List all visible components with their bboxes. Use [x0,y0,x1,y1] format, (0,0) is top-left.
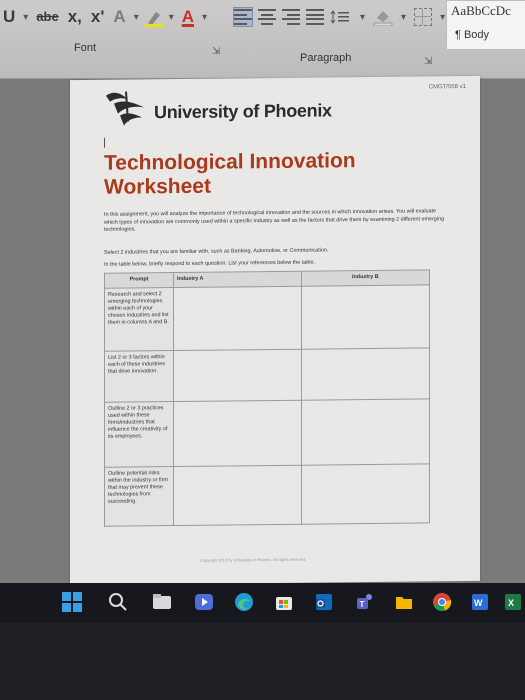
title-line-2: Worksheet [104,174,211,199]
justify-icon[interactable] [306,8,324,26]
ribbon [0,0,525,79]
row-prompt: Outline potential risks within the industry or firm that may prevent these technologies from succeeding. [105,467,174,527]
teams-icon[interactable] [354,592,374,612]
svg-text:W: W [474,598,483,608]
line-spacing-icon[interactable] [330,9,352,25]
worksheet-table [104,269,430,526]
excel-icon[interactable] [503,592,523,612]
copyright-footer: Copyright 2019 by University of Phoenix. All rights reserved. [200,556,307,563]
row-prompt: List 2 or 3 factors within each of these industries that drive innovation. [105,351,174,403]
paragraph-dialog-launcher-icon[interactable]: ⇲ [424,56,433,67]
strikethrough-button[interactable]: abe [36,9,59,24]
outlook-icon[interactable] [314,592,334,612]
svg-text:X: X [508,598,515,608]
svg-text:T: T [359,600,365,609]
document-page [70,76,480,585]
chevron-down-icon[interactable]: ▾ [360,11,366,23]
word-icon[interactable] [470,592,490,612]
file-manager-icon[interactable] [394,592,414,612]
style-sample: AaBbCcDc [451,3,511,18]
style-gallery-item[interactable] [446,0,525,50]
chevron-down-icon[interactable]: ▾ [440,11,446,23]
header-prompt: Prompt [105,273,174,289]
select-instruction: Select 2 industries that you are familiar with, such as Banking, Automotive, or Communication. [104,247,329,256]
document-code: CMGT/558 v1 [428,83,466,91]
font-group-label: Font [74,42,97,54]
search-icon[interactable] [108,592,128,612]
shading-icon[interactable] [373,8,393,26]
table-row [105,348,430,402]
row-prompt: Outline 2 or 3 practices used within these firms/industries that influence the creativity of its employees. [105,402,174,468]
industry-b-cell[interactable] [301,348,429,400]
chevron-down-icon[interactable]: ▾ [401,11,407,23]
font-color-icon[interactable]: A [181,7,195,26]
chevron-down-icon[interactable]: ▾ [168,11,174,23]
highlight-color-icon[interactable] [144,9,164,25]
industry-b-cell[interactable] [301,285,429,349]
industry-b-cell[interactable] [301,399,429,465]
industry-a-cell[interactable] [174,465,302,525]
font-dialog-launcher-icon[interactable]: ⇲ [212,46,221,57]
align-left-icon[interactable] [234,8,252,26]
chrome-icon[interactable] [432,592,452,612]
industry-a-cell[interactable] [174,400,302,466]
header-industry-b: Industry B [301,270,429,286]
industry-a-cell[interactable] [174,286,302,350]
paragraph-group-label: Paragraph [300,52,352,64]
desk-surface [0,623,525,700]
store-icon[interactable] [274,592,294,612]
taskbar [0,583,525,623]
header-industry-a: Industry A [174,271,302,287]
text-cursor [104,138,105,148]
chevron-down-icon[interactable]: ▾ [23,11,29,23]
row-prompt: Research and select 2 emerging technologies within each of your chosen industries and list them in columns A and B. [105,288,174,352]
underline-button[interactable]: U [3,7,16,26]
style-name: ¶ Body [455,29,490,41]
align-center-icon[interactable] [258,8,276,26]
edge-icon[interactable] [234,592,254,612]
table-row [105,285,430,351]
document-title [104,149,364,200]
industry-a-cell[interactable] [174,349,302,401]
university-name: University of Phoenix [154,100,332,123]
text-effects-icon[interactable]: A [113,7,126,26]
superscript-button[interactable]: x' [90,7,105,26]
align-right-icon[interactable] [282,8,300,26]
start-icon[interactable] [62,592,82,612]
chevron-down-icon[interactable]: ▾ [202,11,208,23]
industry-b-cell[interactable] [301,464,429,524]
table-row [105,399,430,467]
file-explorer-icon[interactable] [152,592,172,612]
borders-icon[interactable] [414,8,432,26]
table-instruction: In the table below, briefly respond to each question. List your references below the table. [104,259,315,268]
font-format-row [0,4,209,30]
table-row [105,464,430,526]
paragraph-format-row [234,8,447,26]
university-logo [104,87,148,127]
media-player-icon[interactable] [194,592,214,612]
title-line-1: Technological Innovation [104,149,356,175]
chevron-down-icon[interactable]: ▾ [133,11,139,23]
intro-paragraph: In this assignment, you will analyze the importance of technological innovation and the sources in which innovation arises. You will evaluate which types of innovation are commonly used within a specific industry as well as the factors that drive them by examining 2 different emerging technologies. [104,208,444,233]
subscript-button[interactable]: x, [67,7,82,26]
